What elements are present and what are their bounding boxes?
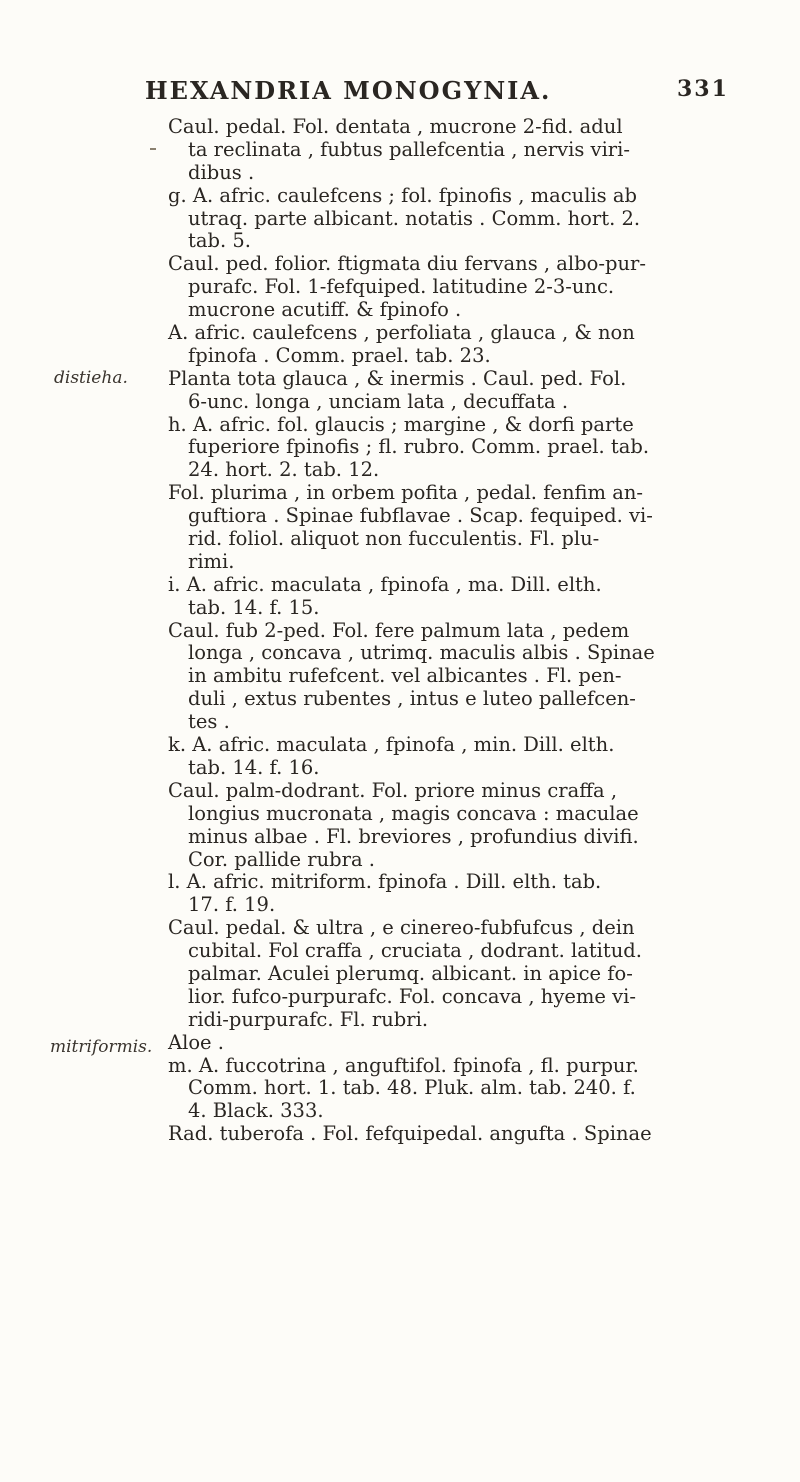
text-line: Planta tota glauca , & inermis . Caul. ped. Fol. — [168, 366, 627, 390]
text-line: tes . — [188, 710, 230, 734]
text-line: mucrone acutiff. & fpinofo . — [188, 298, 462, 322]
text-line: l. A. afric. mitriform. fpinofa . Dill. elth. tab. — [168, 870, 602, 894]
text-line: 24. hort. 2. tab. 12. — [188, 458, 380, 482]
text-line: ridi-purpurafc. Fl. rubri. — [188, 1007, 429, 1031]
text-line: dibus . — [188, 160, 255, 184]
text-line: tab. 14. f. 16. — [188, 755, 320, 779]
text-line: in ambitu rufefcent. vel albicantes . Fl. pen- — [188, 664, 622, 688]
text-line: Caul. pedal. & ultra , e cinereo-fubfufcus , dein — [168, 916, 635, 940]
text-line: Caul. ped. folior. ftigmata diu fervans , albo-pur- — [168, 252, 646, 276]
text-line: Fol. plurima , in orbem pofita , pedal. fenfim an- — [168, 481, 643, 505]
text-line: 6-unc. longa , unciam lata , decuffata . — [188, 389, 569, 413]
text-line: Caul. fub 2-ped. Fol. fere palmum lata , pedem — [168, 618, 630, 642]
margin-label-disticha: distieha. — [54, 368, 128, 388]
text-line: fuperiore fpinofis ; fl. rubro. Comm. prael. tab. — [188, 435, 650, 459]
text-line: Caul. palm-dodrant. Fol. priore minus craffa , — [168, 778, 618, 802]
text-line: 4. Black. 333. — [188, 1099, 324, 1123]
text-line: Comm. hort. 1. tab. 48. Pluk. alm. tab. 240. f. — [188, 1076, 636, 1100]
text-line: h. A. afric. fol. glaucis ; margine , & dorfi parte — [168, 412, 634, 436]
text-line: guftiora . Spinae fubflavae . Scap. fequiped. vi- — [188, 504, 653, 528]
text-line: duli , extus rubentes , intus e luteo pallefcen- — [188, 687, 636, 711]
margin-label-mitriformis: mitriformis. — [50, 1037, 153, 1057]
text-line: m. A. fuccotrina , anguftifol. fpinofa , fl. purpur. — [168, 1053, 639, 1077]
text-line: utraq. parte albicant. notatis . Comm. hort. 2. — [188, 206, 641, 230]
margin-tick-mark — [150, 148, 156, 150]
text-line: rimi. — [188, 549, 235, 573]
text-line: palmar. Aculei plerumq. albicant. in apice fo- — [188, 961, 633, 985]
text-line: Caul. pedal. Fol. dentata , mucrone 2-fid. adul — [168, 115, 623, 138]
text-line: 17. f. 19. — [188, 893, 276, 917]
text-line: rid. foliol. aliquot non fucculentis. Fl. plu- — [188, 527, 600, 551]
text-line: fpinofa . Comm. prael. tab. 23. — [188, 343, 491, 367]
text-line: longa , concava , utrimq. maculis albis . Spinae — [188, 641, 655, 665]
running-header — [145, 76, 745, 105]
text-line: longius mucronata , magis concava : maculae — [188, 801, 639, 825]
text-line: ta reclinata , fubtus pallefcentia , nervis viri- — [188, 137, 630, 161]
text-line: purafc. Fol. 1-fefquiped. latitudine 2-3-unc. — [188, 275, 615, 299]
text-line: g. A. afric. caulefcens ; fol. fpinofis , maculis ab — [168, 183, 637, 207]
text-line: cubital. Fol craffa , cruciata , dodrant. latitud. — [188, 939, 642, 963]
text-line: Cor. pallide rubra . — [188, 847, 375, 871]
page-body-text — [168, 116, 784, 1146]
text-line: A. afric. caulefcens , perfoliata , glauca , & non — [168, 321, 635, 345]
text-line: lior. fufco-purpurafc. Fol. concava , hyeme vi- — [188, 984, 636, 1008]
text-line: k. A. afric. maculata , fpinofa , min. Dill. elth. — [168, 733, 615, 757]
text-line: Rad. tuberofa . Fol. fefquipedal. angufta . Spinae — [168, 1122, 652, 1146]
header-title: HEXANDRIA MONOGYNIA. — [145, 76, 552, 105]
text-line: i. A. afric. maculata , fpinofa , ma. Dill. elth. — [168, 572, 602, 596]
page-number: 331 — [677, 76, 729, 102]
text-line: tab. 5. — [188, 229, 251, 253]
text-line: tab. 14. f. 15. — [188, 595, 320, 619]
text-line: minus albae . Fl. breviores , profundius divifi. — [188, 824, 639, 848]
text-line: Aloe . — [168, 1030, 224, 1054]
